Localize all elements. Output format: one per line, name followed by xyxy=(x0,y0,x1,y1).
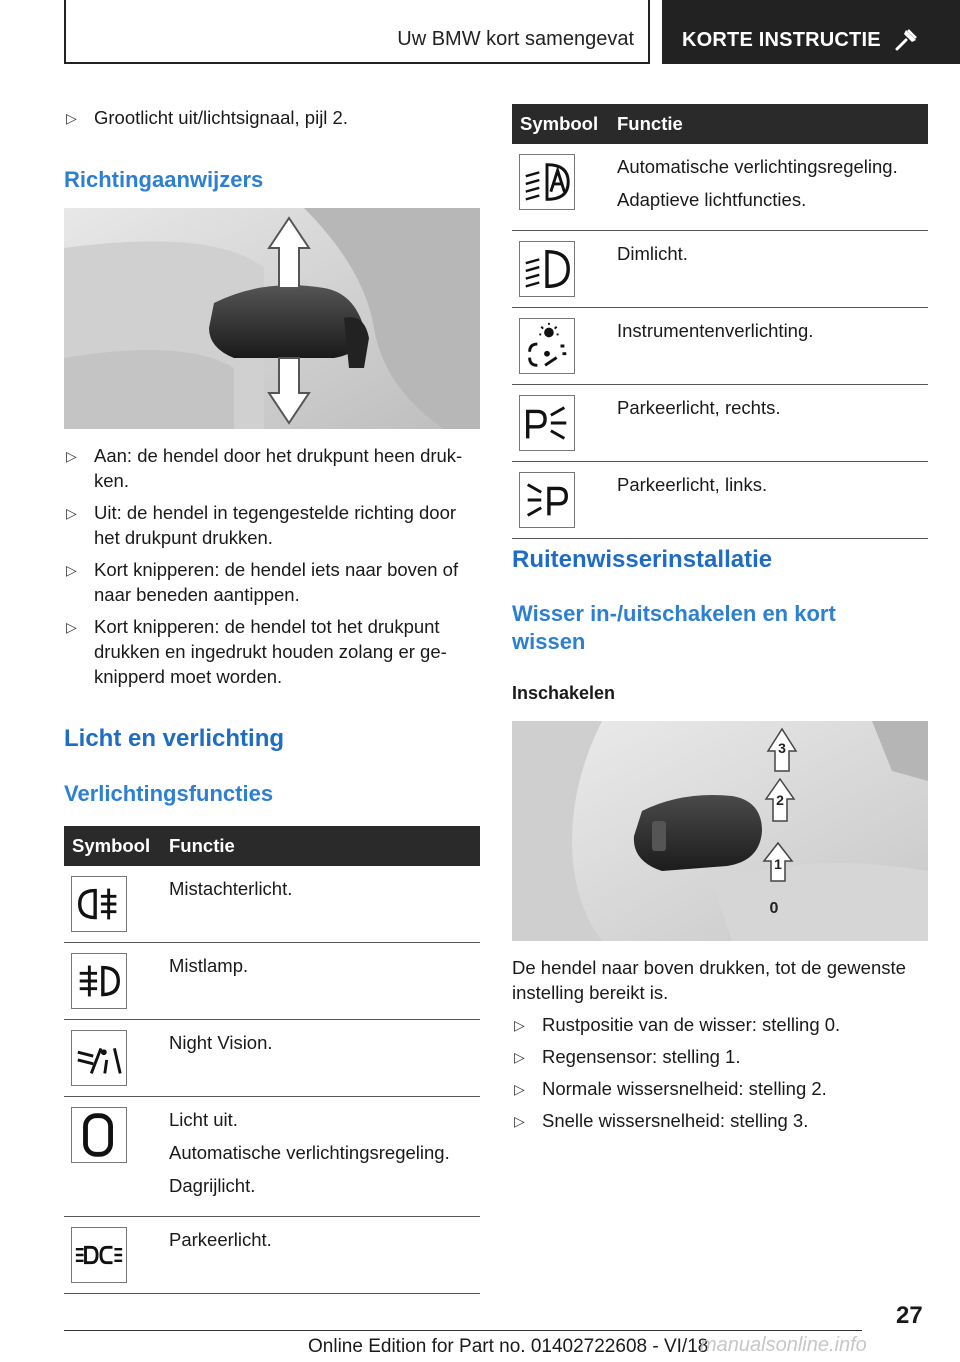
col-header-function: Functie xyxy=(614,104,928,144)
list-item: ▷ Rustpositie van de wisser: stelling 0. xyxy=(512,1012,928,1038)
auto-headlight-icon xyxy=(519,154,575,210)
table-row: Night Vision. xyxy=(64,1020,480,1097)
list-item: ▷ Kort knipperen: de hendel tot het drukpunt drukken en ingedrukt houden zolang er ge-knipperd moet worden. xyxy=(66,616,447,687)
bullet-triangle-icon: ▷ xyxy=(66,619,77,635)
header-chapter-box xyxy=(662,0,960,64)
wiper-position-1: 1 xyxy=(774,856,782,872)
table-row: Automatische verlichtingsregeling. Adaptieve lichtfuncties. xyxy=(512,144,928,231)
front-fog-light-icon xyxy=(71,953,127,1009)
col-header-function: Functie xyxy=(166,826,480,866)
quick-tip-pin-icon xyxy=(894,28,920,52)
table-row: Mistlamp. xyxy=(64,943,480,1020)
wiper-instruction-text: De hendel naar boven drukken, tot de gewenste instelling bereikt is. xyxy=(512,957,906,1003)
parking-lights-icon xyxy=(71,1227,127,1283)
wiper-lever-photo xyxy=(512,721,928,941)
list-item: ▷ Normale wissersnelheid: stelling 2. xyxy=(512,1076,928,1102)
table-row: Instrumentenverlichting. xyxy=(512,308,928,385)
turn-signal-lever-photo xyxy=(64,208,480,429)
list-item: ▷ Regensensor: stelling 1. xyxy=(512,1044,928,1070)
rear-fog-light-icon xyxy=(71,876,127,932)
bullet-triangle-icon: ▷ xyxy=(514,1081,525,1097)
bullet-triangle-icon: ▷ xyxy=(514,1113,525,1129)
instrument-lighting-icon xyxy=(519,318,575,374)
wiper-position-0: 0 xyxy=(769,900,779,917)
night-vision-icon xyxy=(71,1030,127,1086)
table-row: Parkeerlicht, rechts. xyxy=(512,385,928,462)
parking-light-left-icon xyxy=(519,472,575,528)
wiper-position-3: 3 xyxy=(778,740,786,756)
list-item: ▷ Snelle wissersnelheid: stelling 3. xyxy=(512,1108,928,1134)
footer-divider xyxy=(64,1330,862,1331)
table-row: Dimlicht. xyxy=(512,231,928,308)
heading-wisser-line-1: Wisser in-/uitschakelen en kort xyxy=(512,601,836,626)
table-row: Licht uit. Automatische verlichtingsregeling. Dagrijlicht. xyxy=(64,1097,480,1217)
bullet-triangle-icon: ▷ xyxy=(66,110,77,126)
header-chapter-title: KORTE INSTRUCTIE xyxy=(682,29,881,51)
table-row: Parkeerlicht, links. xyxy=(512,462,928,539)
header-section-title: Uw BMW kort samengevat xyxy=(397,28,634,50)
bullet-triangle-icon: ▷ xyxy=(66,448,77,464)
bullet-triangle-icon: ▷ xyxy=(514,1017,525,1033)
heading-richtingaanwijzers: Richtingaanwijzers xyxy=(64,167,264,192)
heading-inschakelen: Inschakelen xyxy=(512,683,616,703)
lights-off-icon xyxy=(71,1107,127,1163)
bullet-triangle-icon: ▷ xyxy=(66,505,77,521)
table-row: Parkeerlicht. xyxy=(64,1217,480,1294)
low-beam-icon xyxy=(519,241,575,297)
list-item: ▷ Kort knipperen: de hendel iets naar boven of naar beneden aantippen. xyxy=(66,559,459,605)
heading-wisser-line-2: wissen xyxy=(512,629,586,654)
lighting-functions-table-right xyxy=(512,104,928,539)
footer-edition: Online Edition for Part no. 01402722608 - VI/18 xyxy=(308,1336,709,1357)
parking-light-right-icon xyxy=(519,395,575,451)
table-row: Mistachterlicht. xyxy=(64,866,480,943)
footer-watermark: manualsonline.info xyxy=(700,1334,867,1356)
heading-verlichtingsfuncties: Verlichtingsfuncties xyxy=(64,781,274,806)
heading-licht-en-verlichting: Licht en verlichting xyxy=(64,725,285,752)
list-item: ▷ Grootlicht uit/lichtsignaal, pijl 2. xyxy=(64,105,480,131)
list-item: ▷ Aan: de hendel door het drukpunt heen druk-ken. xyxy=(66,445,463,491)
wiper-position-2: 2 xyxy=(776,792,784,808)
page-number: 27 xyxy=(896,1302,923,1329)
lighting-functions-table-left xyxy=(64,826,480,1294)
col-header-symbol: Symbool xyxy=(512,104,614,144)
list-item: ▷ Uit: de hendel in tegengestelde richting door het drukpunt drukken. xyxy=(66,502,457,548)
bullet-triangle-icon: ▷ xyxy=(514,1049,525,1065)
header-section-box xyxy=(64,0,650,64)
col-header-symbol: Symbool xyxy=(64,826,166,866)
bullet-triangle-icon: ▷ xyxy=(66,562,77,578)
heading-ruitenwisserinstallatie: Ruitenwisserinstallatie xyxy=(512,546,773,573)
